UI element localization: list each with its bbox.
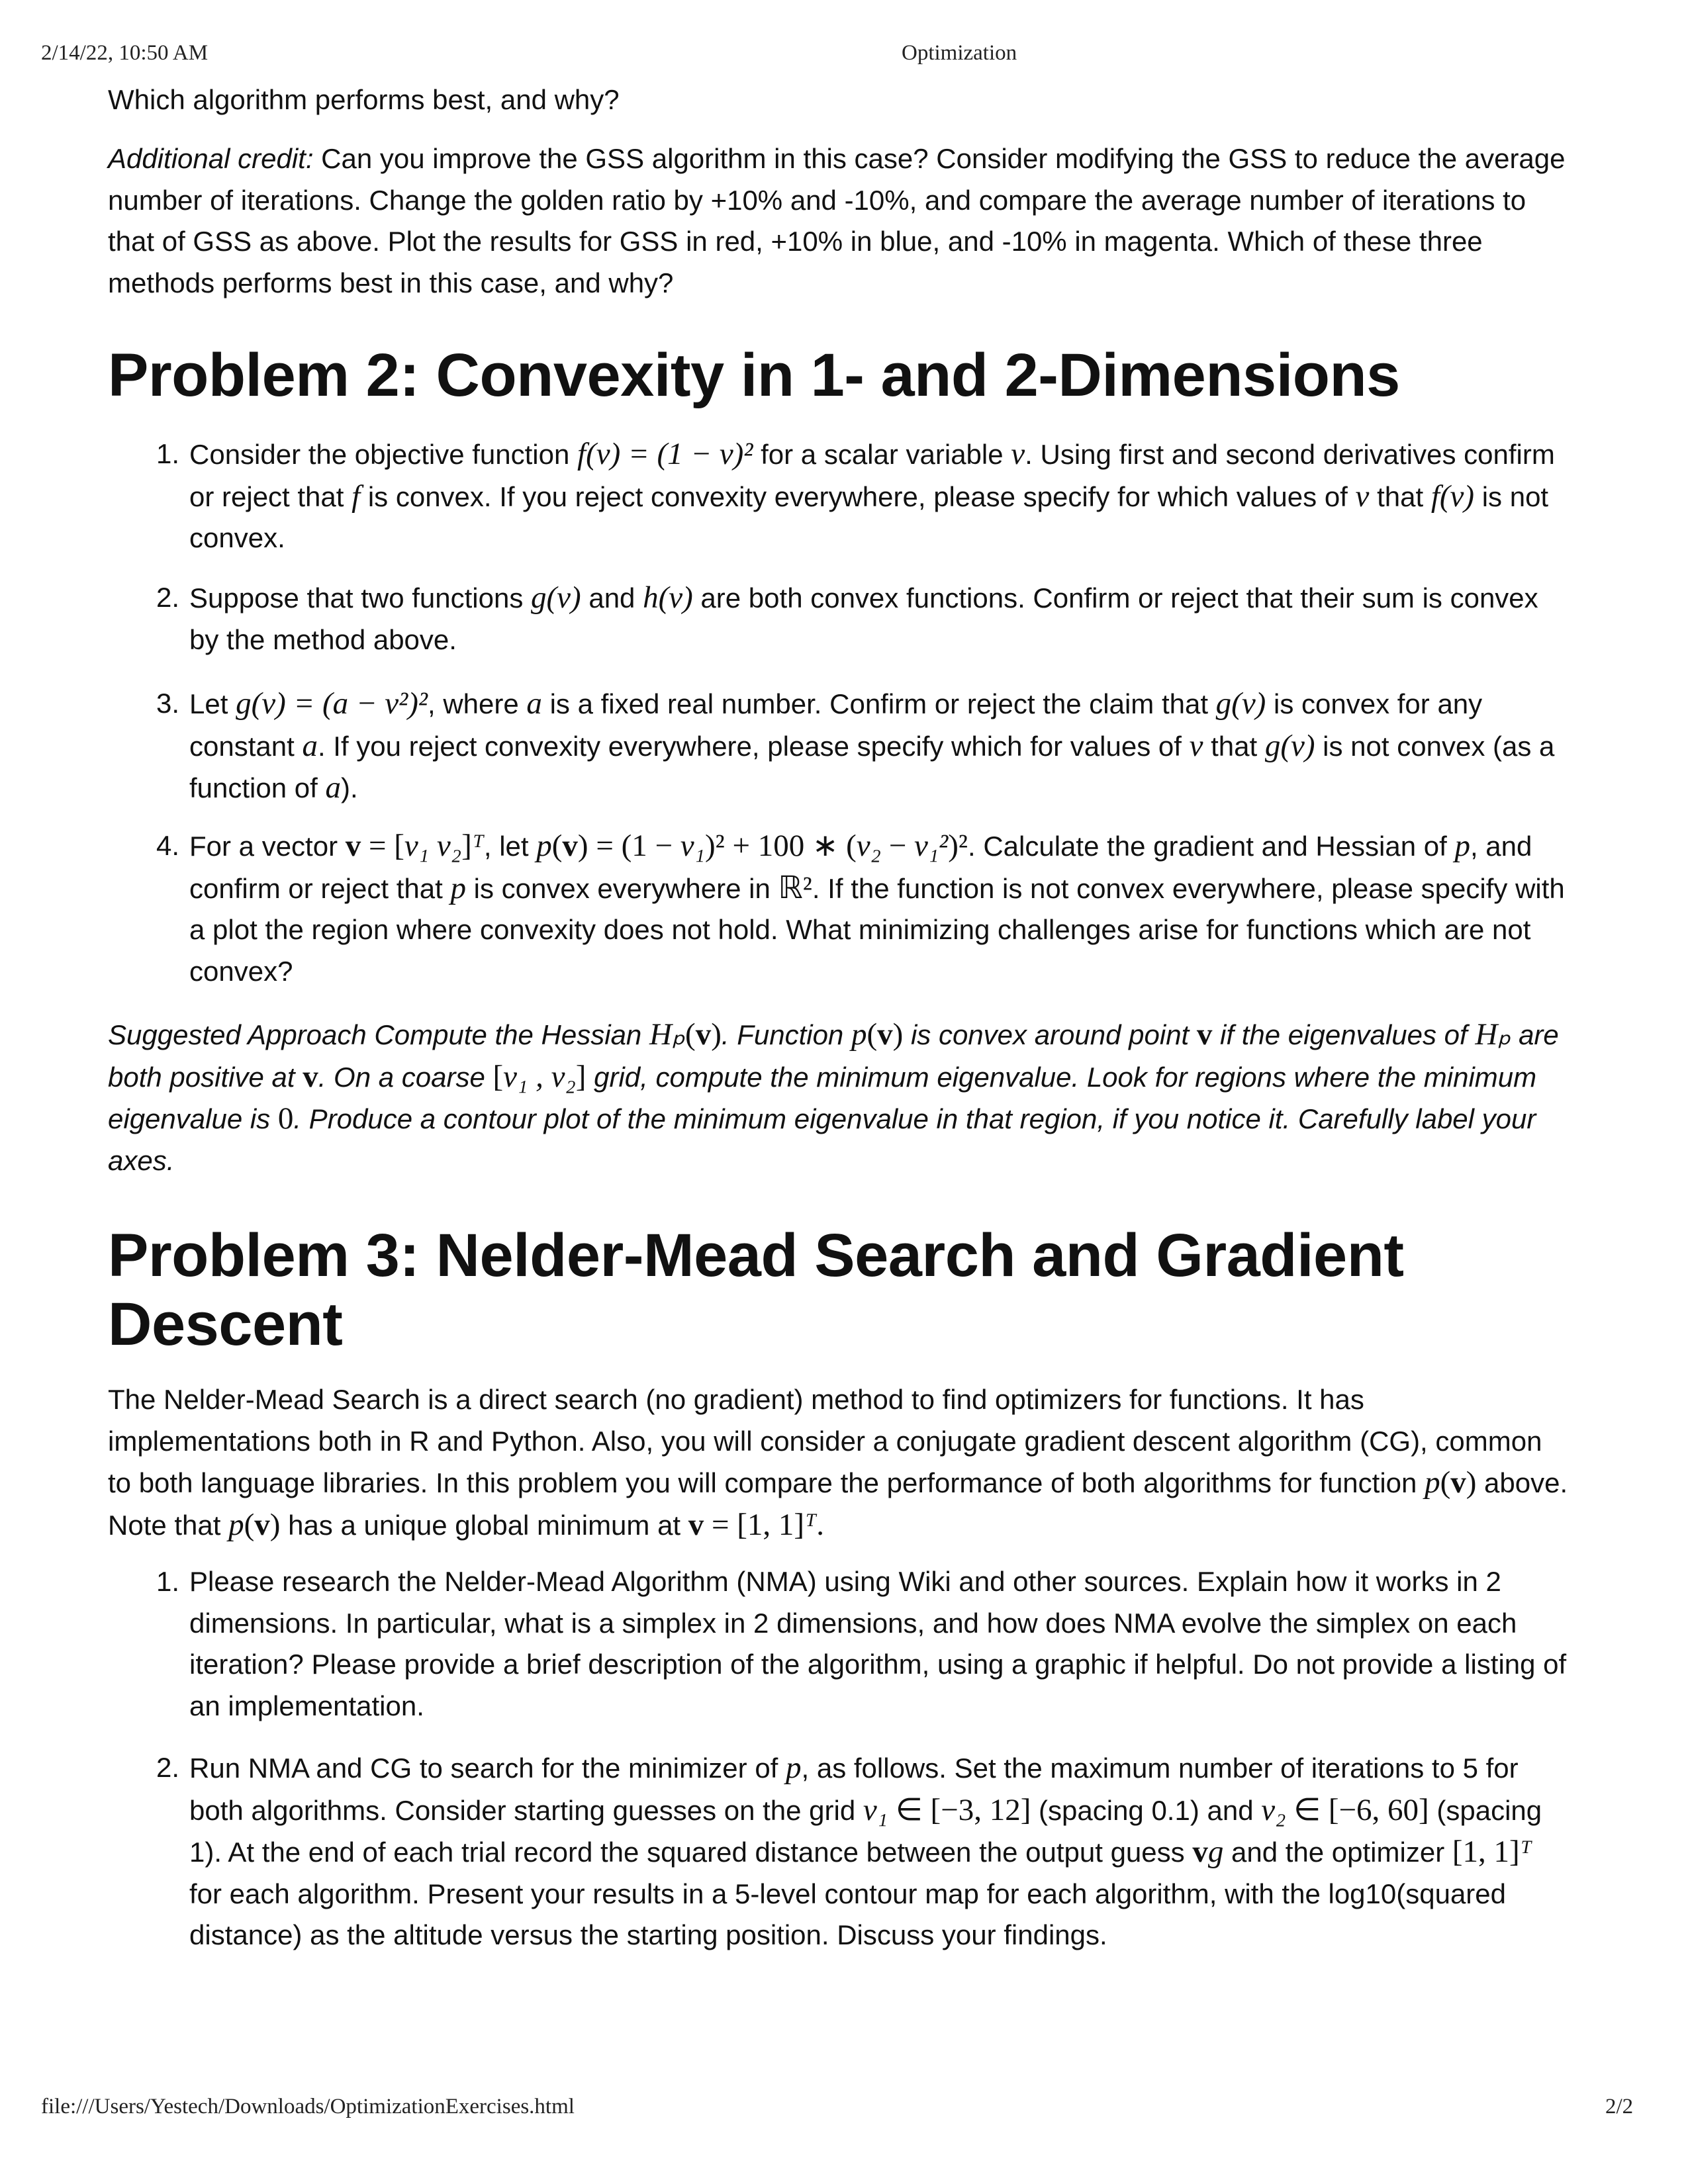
math-expression: f — [352, 478, 361, 514]
math-expression: p — [851, 1017, 867, 1052]
math-expression: )² — [948, 829, 968, 863]
text-run: are both convex functions. Confirm or reject that their sum is convex by the method above. — [189, 582, 1538, 655]
text-run: are both positive at — [108, 1019, 1559, 1093]
math-expression: v — [1355, 478, 1370, 514]
text-run: The Nelder-Mead Search is a direct search (no gradient) method to find optimizers for functions. It has implementations both in R and Python. Also, you will consider a conjugate gradient descent algorithm (CG), common to both language libraries. In this problem you will compare the performance of both algorithms for function — [108, 1384, 1542, 1498]
list-number: 3. — [156, 688, 180, 719]
text-run: that — [1369, 480, 1431, 512]
math-expression: ( — [1440, 1465, 1451, 1500]
problem3-intro — [108, 1379, 1571, 1546]
math-expression: f(v) — [1430, 478, 1475, 514]
print-title: Optimization — [902, 41, 1017, 65]
math-expression: ) = (1 − — [577, 829, 680, 863]
text-run: Let — [189, 688, 236, 719]
text-run: Consider the objective function — [189, 439, 578, 470]
math-expression: [ — [492, 1059, 504, 1094]
math-expression: p — [536, 829, 552, 863]
math-expression: v — [1450, 1465, 1466, 1500]
text-run: . Function — [721, 1019, 851, 1050]
text-run: Additional credit: — [108, 143, 314, 174]
math-expression: ᵀ — [1519, 1835, 1532, 1869]
text-run: . Calculate the gradient and Hessian of — [968, 831, 1455, 862]
math-expression: p — [450, 870, 466, 905]
math-expression: ∈ [−6, 60] — [1286, 1792, 1429, 1827]
print-datetime: 2/14/22, 10:50 AM — [41, 41, 209, 65]
list-number: 4. — [156, 830, 180, 861]
text-run: . If the function is not convex everywhere, please specify with a plot the region where convexity does not hold. What minimizing challenges arise for functions which are not convex? — [189, 872, 1565, 987]
list-number: 1. — [156, 438, 180, 469]
math-expression: ( — [244, 1507, 255, 1542]
problem2-item-3 — [108, 683, 1571, 809]
math-expression: v — [877, 1017, 893, 1052]
math-expression: f(v) = (1 − v)² — [577, 437, 753, 471]
math-expression: p — [228, 1507, 244, 1542]
math-expression: ( — [551, 829, 563, 863]
text-run: . If you reject convexity everywhere, please specify which for values of — [317, 730, 1190, 762]
text-run: , let — [483, 831, 537, 862]
math-expression: v₂ — [856, 829, 881, 863]
math-expression: Hₚ — [649, 1017, 686, 1052]
math-expression: ( — [867, 1017, 878, 1052]
math-expression: 0 — [277, 1101, 294, 1136]
text-run: that — [1203, 730, 1265, 762]
math-expression: a — [325, 770, 341, 805]
math-expression: v — [303, 1059, 318, 1094]
math-expression: ) — [711, 1017, 722, 1052]
text-run: is not convex (as a function of — [189, 730, 1555, 803]
math-expression: v — [254, 1507, 270, 1542]
text-run: For a vector — [189, 831, 346, 862]
text-run: is convex. If you reject convexity everywhere, please specify for which values of — [360, 480, 1356, 512]
math-expression: = [1, 1] — [704, 1507, 805, 1542]
problem2-item-1 — [108, 433, 1571, 559]
math-expression: v₁ v₂ — [404, 829, 462, 863]
text-run: for each algorithm. Present your results in a 5-level contour map for each algorithm, with the log10(squared distance) as the altitude versus the starting position. Discuss your findings. — [189, 1878, 1507, 1950]
math-expression: g(v) — [531, 580, 581, 615]
math-expression: h(v) — [643, 580, 693, 615]
text-run: . Using first and second derivatives confirm or reject that — [189, 439, 1555, 512]
math-expression: p — [1454, 829, 1470, 863]
footer-path: file:///Users/Yestech/Downloads/OptimizationExercises.html — [41, 2095, 575, 2118]
footer-page-number: 2/2 — [1605, 2095, 1634, 2118]
problem2-item-4 — [108, 825, 1571, 992]
math-expression: v₂ — [1261, 1792, 1286, 1827]
text-run: Suppose that two functions — [189, 582, 531, 614]
math-expression: ) — [269, 1507, 281, 1542]
problem3-heading: Problem 3: Nelder-Mead Search and Gradient Descent — [108, 1222, 1404, 1358]
math-expression: g(v) — [1264, 728, 1315, 763]
math-expression: v — [688, 1507, 704, 1542]
text-run: is convex everywhere in — [465, 872, 778, 904]
text-run: is convex for any constant — [189, 688, 1483, 762]
math-expression: p — [1425, 1465, 1440, 1500]
math-expression: v₁ — [680, 829, 705, 863]
text-run: . Produce a contour plot of the minimum eigenvalue in that region, if you notice it. Carefully label your axes. — [108, 1103, 1536, 1176]
math-expression: a — [526, 686, 542, 721]
problem2-heading: Problem 2: Convexity in 1- and 2-Dimensions — [108, 341, 1400, 409]
text-run: , as follows. Set the maximum number of iterations to 5 for both algorithms. Consider starting guesses on the grid — [189, 1752, 1519, 1826]
math-expression: . — [816, 1507, 824, 1542]
math-expression: ᵀ — [804, 1507, 817, 1542]
text-run: Can you improve the GSS algorithm in this case? Consider modifying the GSS to reduce the average number of iterations. Change the golden ratio by +10% and -10%, and compare the average number of iterations to that of GSS as above. Plot the results for GSS in red, +10% in blue, and -10% in magenta. Which of these three methods performs best in this case, and why? — [108, 143, 1566, 298]
text-run: is convex around point — [903, 1019, 1197, 1050]
math-expression: v₁ , v₂ — [503, 1059, 576, 1094]
text-run: grid, compute the minimum eigenvalue. Look for regions where the minimum eigenvalue is — [108, 1061, 1537, 1134]
math-expression: = [ — [361, 829, 404, 863]
intro-question: Which algorithm performs best, and why? — [108, 84, 620, 115]
list-number: 2. — [156, 1752, 180, 1783]
text-run: Run NMA and CG to search for the minimizer of — [189, 1752, 786, 1784]
text-run: , and confirm or reject that — [189, 831, 1532, 904]
text-run: , where — [428, 688, 527, 719]
list-number: 1. — [156, 1566, 180, 1597]
problem3-item-1 — [108, 1561, 1571, 1727]
text-run: ). — [340, 772, 358, 803]
text-run: has a unique global minimum at — [280, 1509, 688, 1541]
text-run: Suggested Approach Compute the Hessian — [108, 1019, 649, 1050]
math-expression: g — [1207, 1835, 1224, 1869]
math-expression: v — [1011, 437, 1025, 471]
math-expression: )² + 100 ∗ ( — [704, 829, 857, 863]
text-run: Please research the Nelder-Mead Algorithm (NMA) using Wiki and other sources. Explain how it works in 2 dimensions. In particular, what is a simplex in 2 dimensions, and how does NMA evolve the simplex on each iteration? Please provide a brief description of the algorithm, using a graphic if helpful. Do not provide a listing of an implementation. — [189, 1566, 1567, 1721]
text-run: above. Note that — [108, 1467, 1568, 1541]
math-expression: ( — [685, 1017, 696, 1052]
text-run: and — [581, 582, 643, 614]
text-run: . On a coarse — [318, 1061, 493, 1093]
text-run: (spacing 1). At the end of each trial record the squared distance between the output guess — [189, 1794, 1542, 1868]
suggested-approach — [108, 1014, 1571, 1181]
math-expression: g(v) — [1215, 686, 1266, 721]
math-expression: Hₚ — [1475, 1017, 1511, 1052]
math-expression: ℝ² — [778, 870, 812, 905]
math-expression: ᵀ — [471, 829, 484, 863]
text-run: if the eigenvalues of — [1212, 1019, 1476, 1050]
math-expression: g(v) = (a − v²)² — [236, 686, 428, 721]
math-expression: v₁² — [914, 829, 949, 863]
math-expression: v₁ — [863, 1792, 888, 1827]
math-expression: ) — [1466, 1465, 1477, 1500]
math-expression: v — [1192, 1835, 1208, 1869]
math-expression: p — [786, 1751, 802, 1785]
math-expression: ∈ [−3, 12] — [888, 1792, 1031, 1827]
list-number: 2. — [156, 582, 180, 613]
math-expression: v — [1189, 728, 1203, 763]
math-expression: ] — [461, 829, 472, 863]
math-expression: [1, 1] — [1452, 1835, 1520, 1869]
problem2-item-2 — [108, 577, 1571, 660]
text-run: is not convex. — [189, 480, 1549, 553]
math-expression: − — [880, 829, 914, 863]
text-run: for a scalar variable — [753, 439, 1011, 470]
math-expression: v — [345, 829, 361, 863]
math-expression: ) — [892, 1017, 904, 1052]
additional-credit-paragraph — [108, 138, 1571, 304]
math-expression: ] — [575, 1059, 586, 1094]
text-run: and the optimizer — [1223, 1837, 1452, 1868]
text-run: is a fixed real number. Confirm or reject the claim that — [541, 688, 1216, 719]
text-run: (spacing 0.1) and — [1031, 1794, 1262, 1826]
math-expression: v — [695, 1017, 712, 1052]
math-expression: a — [302, 728, 318, 763]
math-expression: v — [562, 829, 578, 863]
problem3-item-2 — [108, 1747, 1571, 1956]
math-expression: v — [1196, 1017, 1213, 1052]
